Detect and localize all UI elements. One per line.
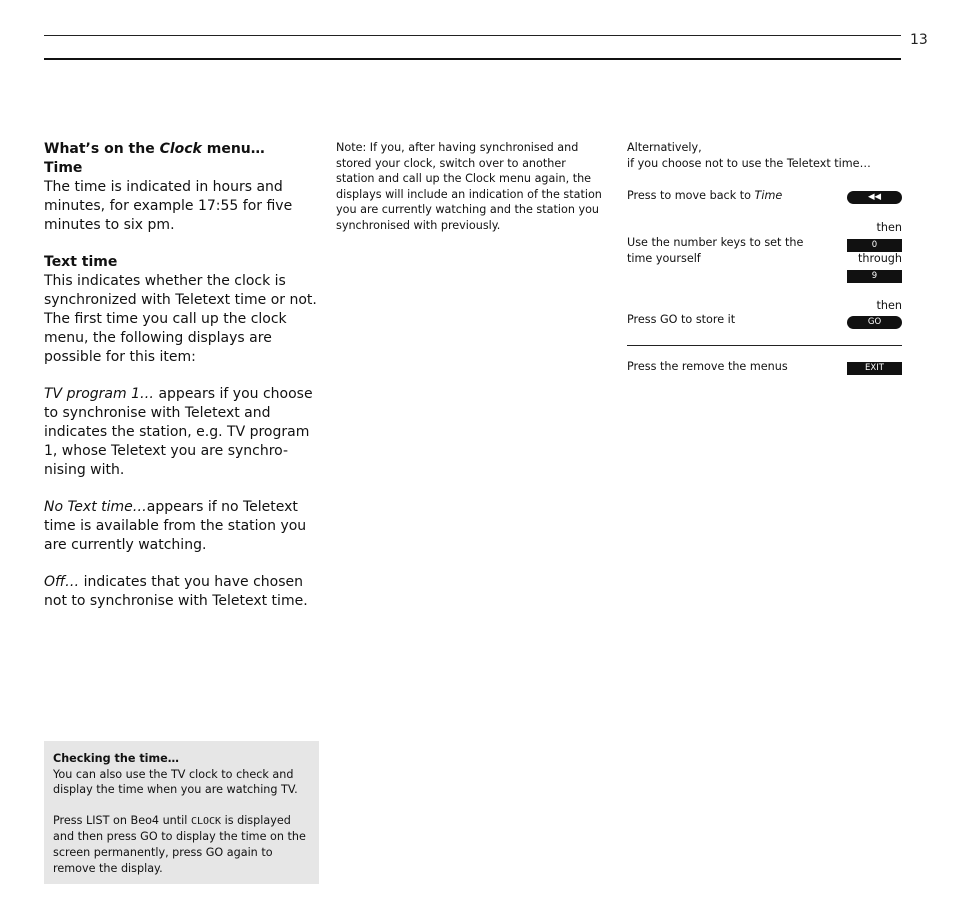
header-rule-thin	[44, 35, 901, 36]
step4-text: Press the remove the menus	[627, 360, 788, 373]
step-number-keys	[627, 235, 902, 281]
exit-key-icon: EXIT	[847, 362, 902, 375]
time-text: The time is indicated in hours and minutes, for example 17:55 for five minutes to six pm.	[44, 179, 293, 233]
step-remove-menus	[627, 359, 902, 375]
through-label: through	[858, 252, 902, 265]
step-store	[627, 312, 902, 328]
off-paragraph: Off… indicates that you have chosen not to synchronise with Teletext time.	[44, 574, 308, 609]
note-text: Note: If you, after having synchronised and stored your clock, switch over to another station and call up the Clock menu again, the displays will include an indication of the station you are currently watching and the station you synchronised with previously.	[336, 141, 602, 232]
header-rule-thick	[44, 58, 901, 60]
notexttime-paragraph: No Text time…appears if no Teletext time is available from the station you are currently watching.	[44, 499, 307, 553]
step3-text: Press GO to store it	[627, 313, 736, 326]
texttime-title: Text time	[44, 254, 118, 270]
key-9-icon: 9	[847, 270, 902, 283]
clock-menu-column	[44, 140, 324, 611]
step-move-back	[627, 188, 902, 204]
section-heading: What’s on the Clock menu…	[44, 141, 265, 157]
time-title: Time	[44, 160, 83, 176]
note-column	[336, 140, 606, 234]
checking-time-box	[44, 741, 319, 884]
then-label-2: then	[876, 299, 902, 312]
page-number: 13	[910, 32, 928, 48]
step2-text: Use the number keys to set the time yourself	[627, 236, 804, 265]
rewind-key-icon: ◀◀	[847, 191, 902, 204]
texttime-text: This indicates whether the clock is synchronized with Teletext time or not. The first time you call up the clock menu, the following displays are possible for this item:	[44, 273, 317, 365]
then-label-1: then	[876, 221, 902, 234]
go-key-icon: GO	[847, 316, 902, 329]
key-0-icon: 0	[847, 239, 902, 252]
instruction-divider	[627, 345, 902, 346]
tvprogram-paragraph: TV program 1… appears if you choose to synchronise with Teletext and indicates the station, e.g. TV program 1, whose Teletext you are synchro-nising with.	[44, 386, 313, 478]
box-title: Checking the time…	[53, 752, 179, 765]
intro: Alternatively, if you choose not to use the Teletext time…	[627, 141, 871, 170]
box-para2: Press LIST on Beo4 until CLOCK is displayed and then press GO to display the time on the screen permanently, press GO again to remove the display.	[53, 813, 306, 875]
box-para1: You can also use the TV clock to check and display the time when you are watching TV.	[53, 767, 298, 797]
step1-text: Press to move back to Time	[627, 189, 783, 202]
